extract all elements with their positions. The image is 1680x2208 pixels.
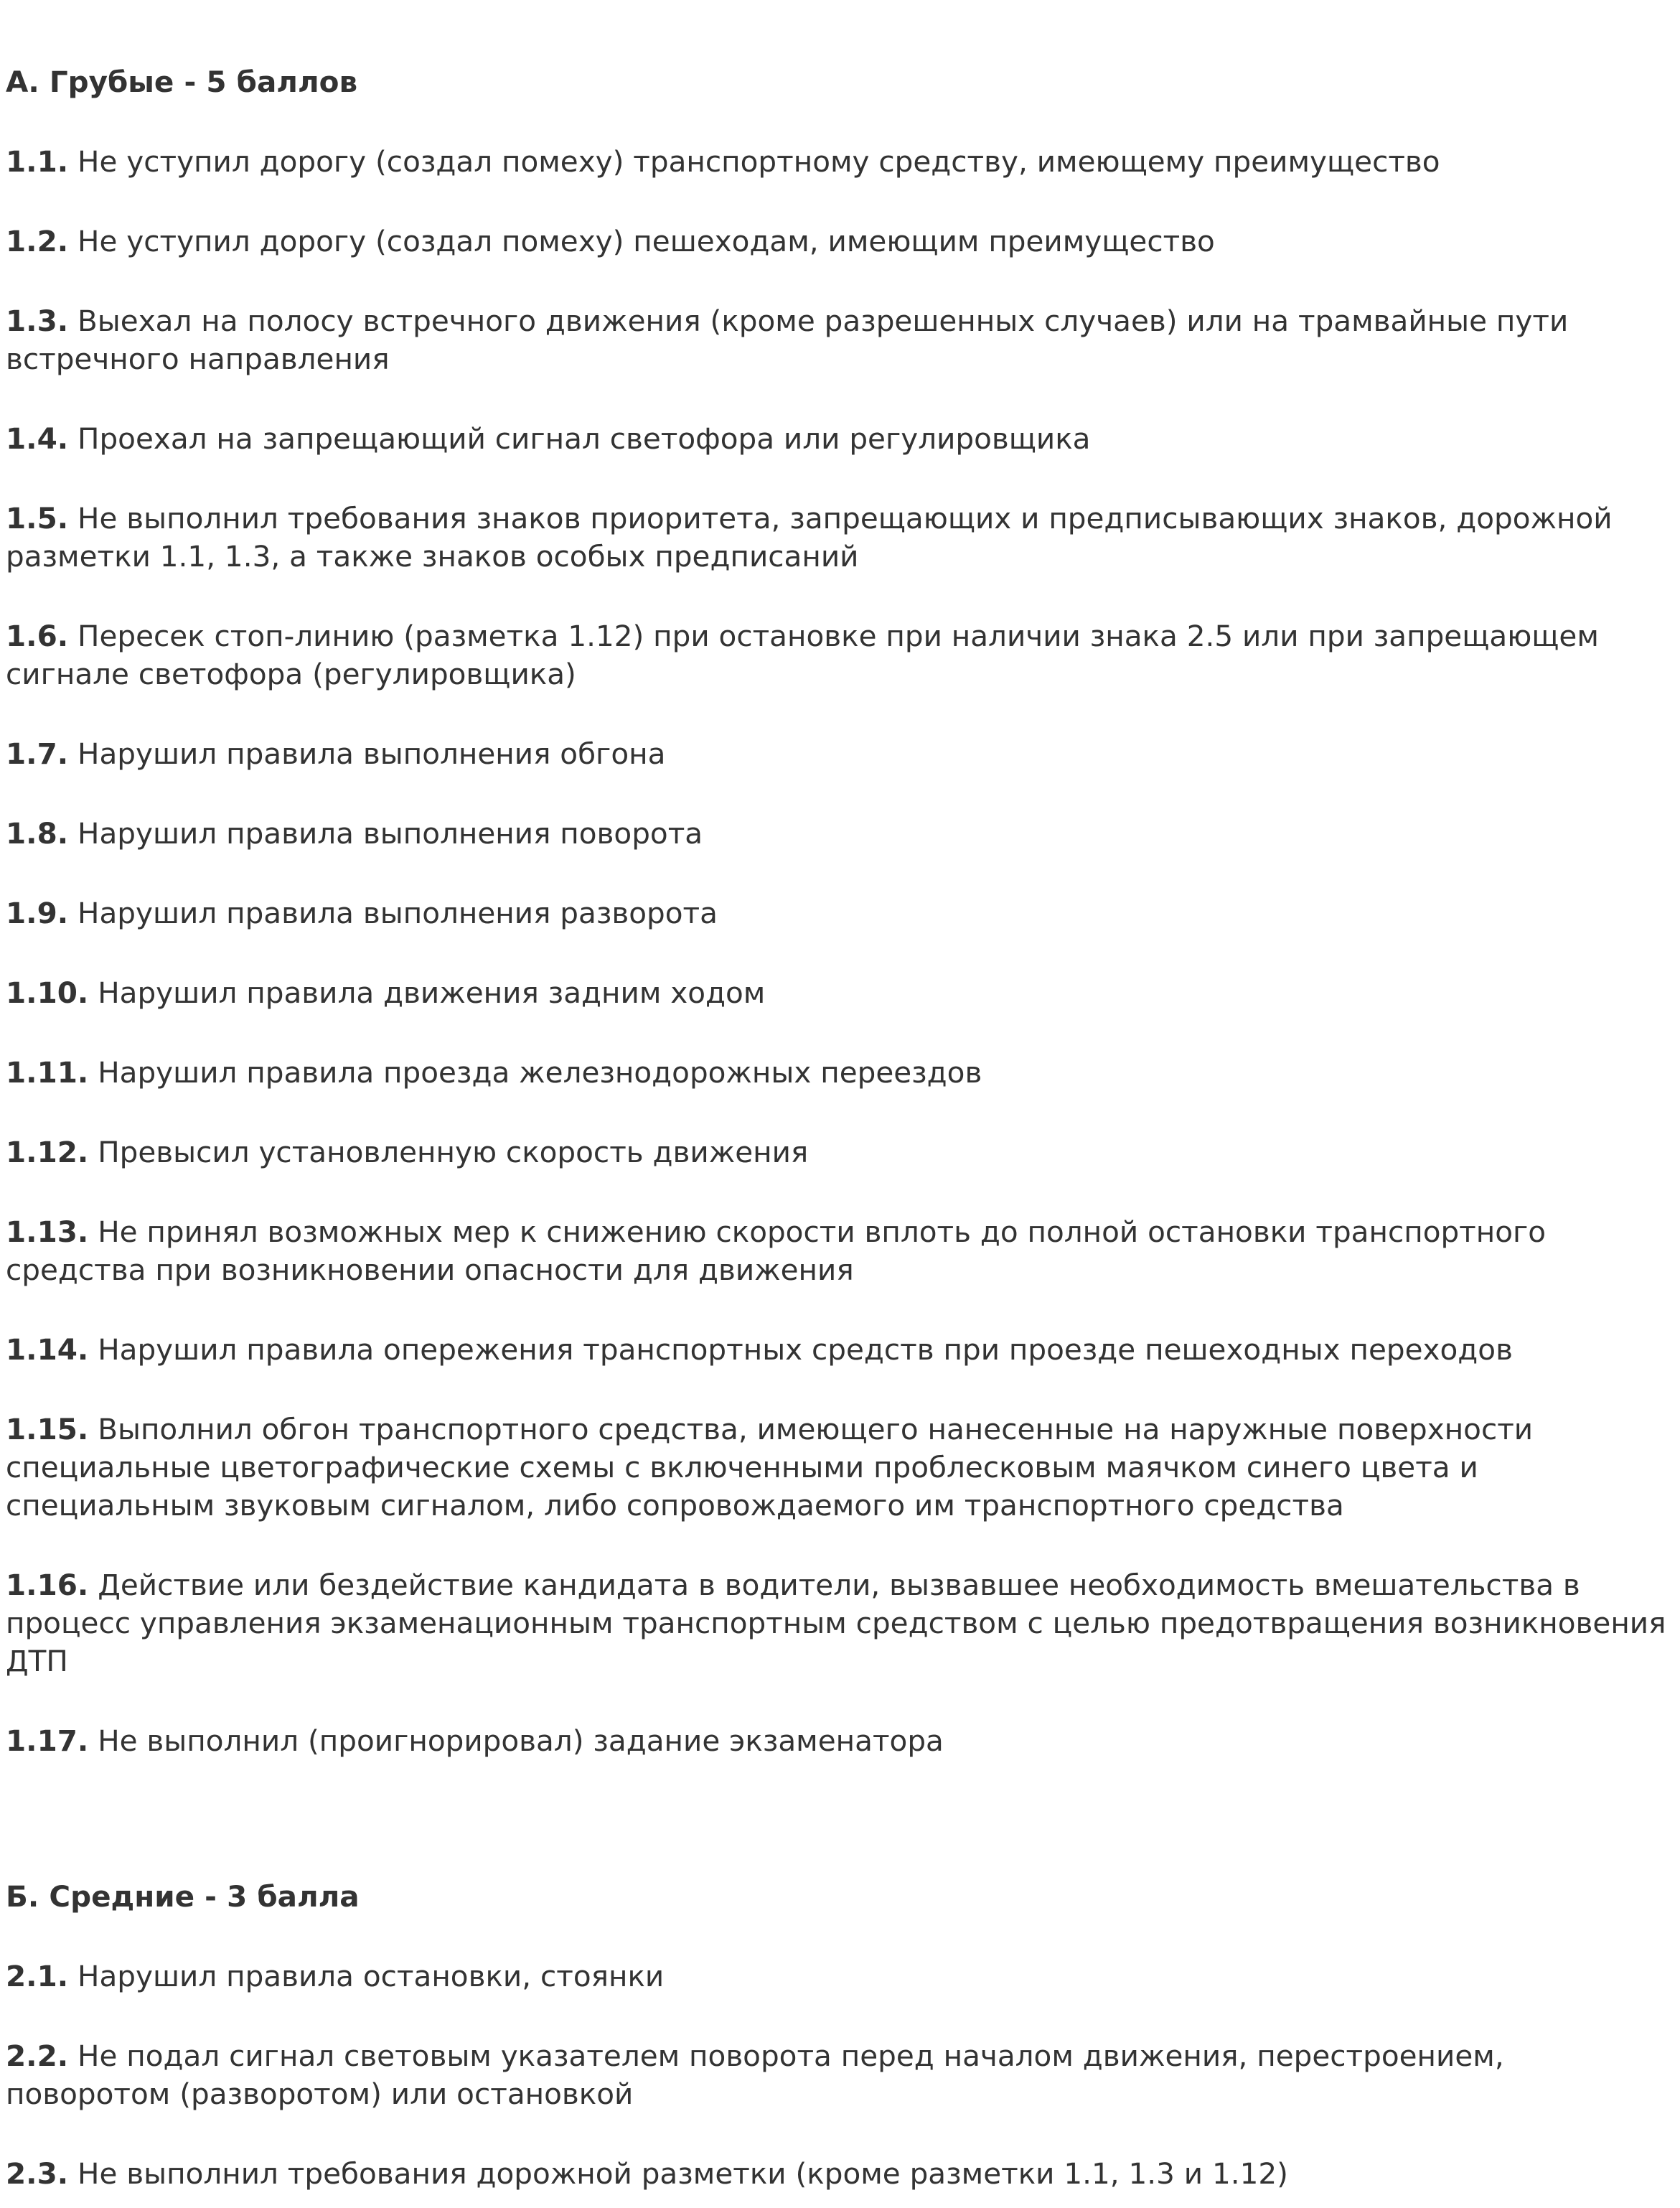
item-spacer (6, 773, 1671, 815)
item-number: 1.5. (6, 501, 69, 535)
item-number: 1.10. (6, 976, 89, 1010)
list-item (6, 894, 1671, 932)
item-spacer (6, 1996, 1671, 2037)
list-item (6, 143, 1671, 181)
item-spacer (6, 2113, 1671, 2155)
item-number: 1.14. (6, 1332, 89, 1367)
item-spacer (6, 932, 1671, 974)
item-spacer (6, 1289, 1671, 1331)
item-spacer (6, 1012, 1671, 1054)
item-spacer (6, 1369, 1671, 1411)
item-text: Не принял возможных мер к снижению скорости вплоть до полной остановки транспортного средства при возникновении опасности для движения (6, 1215, 1547, 1287)
list-item (6, 2037, 1671, 2113)
document-body (6, 63, 1671, 2193)
item-spacer (6, 181, 1671, 223)
item-spacer (6, 1092, 1671, 1133)
list-item (6, 500, 1671, 576)
item-text: Нарушил правила выполнения разворота (78, 896, 718, 930)
list-item (6, 420, 1671, 458)
item-number: 2.1. (6, 1959, 69, 1993)
item-text: Действие или бездействие кандидата в водители, вызвавшее необходимость вмешательства в процесс управления экзаменационным транспортным средством с целью предотвращения возникновения ДТП (6, 1568, 1666, 1678)
list-item (6, 974, 1671, 1012)
item-spacer (6, 378, 1671, 420)
list-item (6, 1722, 1671, 1760)
item-spacer (6, 853, 1671, 894)
item-number: 1.9. (6, 896, 69, 930)
list-item (6, 1331, 1671, 1369)
list-item (6, 1566, 1671, 1680)
list-item (6, 302, 1671, 378)
item-spacer (6, 1171, 1671, 1213)
item-text: Не уступил дорогу (создал помеху) транспортному средству, имеющему преимущество (78, 144, 1440, 179)
item-text: Не выполнил требования знаков приоритета, запрещающих и предписывающих знаков, дорожной разметки 1.1, 1.3, а также знаков особых предписаний (6, 501, 1613, 574)
item-text: Нарушил правила движения задним ходом (98, 976, 766, 1010)
list-item (6, 815, 1671, 853)
item-number: 1.1. (6, 144, 69, 179)
item-text: Нарушил правила опережения транспортных средств при проезде пешеходных переходов (98, 1332, 1513, 1367)
item-text: Нарушил правила выполнения обгона (78, 736, 666, 771)
item-text: Пересек стоп-линию (разметка 1.12) при остановке при наличии знака 2.5 или при запрещающем сигнале светофора (регулировщика) (6, 619, 1599, 691)
item-number: 1.17. (6, 1723, 89, 1758)
list-item (6, 223, 1671, 261)
item-text: Не уступил дорогу (создал помеху) пешеходам, имеющим преимущество (78, 224, 1215, 258)
list-item (6, 1411, 1671, 1525)
list-item (6, 1957, 1671, 1996)
item-text: Выполнил обгон транспортного средства, имеющего нанесенные на наружные поверхности специальные цветографические схемы с включенными проблесковым маячком синего цвета и специальным звуковым сигналом, либо сопровождаемого им транспортного средства (6, 1412, 1534, 1522)
item-text: Нарушил правила проезда железнодорожных переездов (98, 1055, 982, 1090)
section-spacer (6, 1760, 1671, 1878)
item-spacer (6, 576, 1671, 617)
item-number: 1.6. (6, 619, 69, 653)
list-item (6, 1213, 1671, 1289)
item-number: 2.3. (6, 2156, 69, 2191)
section-title: А. Грубые - 5 баллов (6, 65, 358, 99)
item-number: 1.4. (6, 421, 69, 456)
list-item (6, 2155, 1671, 2193)
list-item (6, 1133, 1671, 1171)
item-number: 1.8. (6, 816, 69, 851)
item-spacer (6, 693, 1671, 735)
item-spacer (6, 1525, 1671, 1566)
item-number: 1.15. (6, 1412, 89, 1446)
item-text: Нарушил правила выполнения поворота (78, 816, 703, 851)
item-text: Выехал на полосу встречного движения (кроме разрешенных случаев) или на трамвайные пути встречного направления (6, 304, 1569, 376)
item-spacer (6, 261, 1671, 302)
item-text: Проехал на запрещающий сигнал светофора или регулировщика (78, 421, 1091, 456)
list-item (6, 735, 1671, 773)
list-item (6, 1054, 1671, 1092)
item-number: 1.2. (6, 224, 69, 258)
item-text: Не выполнил (проигнорировал) задание экзаменатора (98, 1723, 944, 1758)
item-spacer (6, 458, 1671, 500)
item-number: 2.2. (6, 2039, 69, 2073)
list-item (6, 617, 1671, 693)
item-spacer (6, 101, 1671, 143)
item-number: 1.16. (6, 1568, 89, 1602)
item-spacer (6, 1916, 1671, 1957)
item-text: Нарушил правила остановки, стоянки (78, 1959, 665, 1993)
item-number: 1.12. (6, 1135, 89, 1169)
item-number: 1.11. (6, 1055, 89, 1090)
item-number: 1.3. (6, 304, 69, 338)
item-text: Превысил установленную скорость движения (98, 1135, 809, 1169)
item-text: Не подал сигнал световым указателем поворота перед началом движения, перестроением, поворотом (разворотом) или остановкой (6, 2039, 1504, 2111)
section-title: Б. Средние - 3 балла (6, 1879, 360, 1914)
item-number: 1.13. (6, 1215, 89, 1249)
item-text: Не выполнил требования дорожной разметки (кроме разметки 1.1, 1.3 и 1.12) (78, 2156, 1288, 2191)
item-number: 1.7. (6, 736, 69, 771)
item-spacer (6, 1680, 1671, 1722)
